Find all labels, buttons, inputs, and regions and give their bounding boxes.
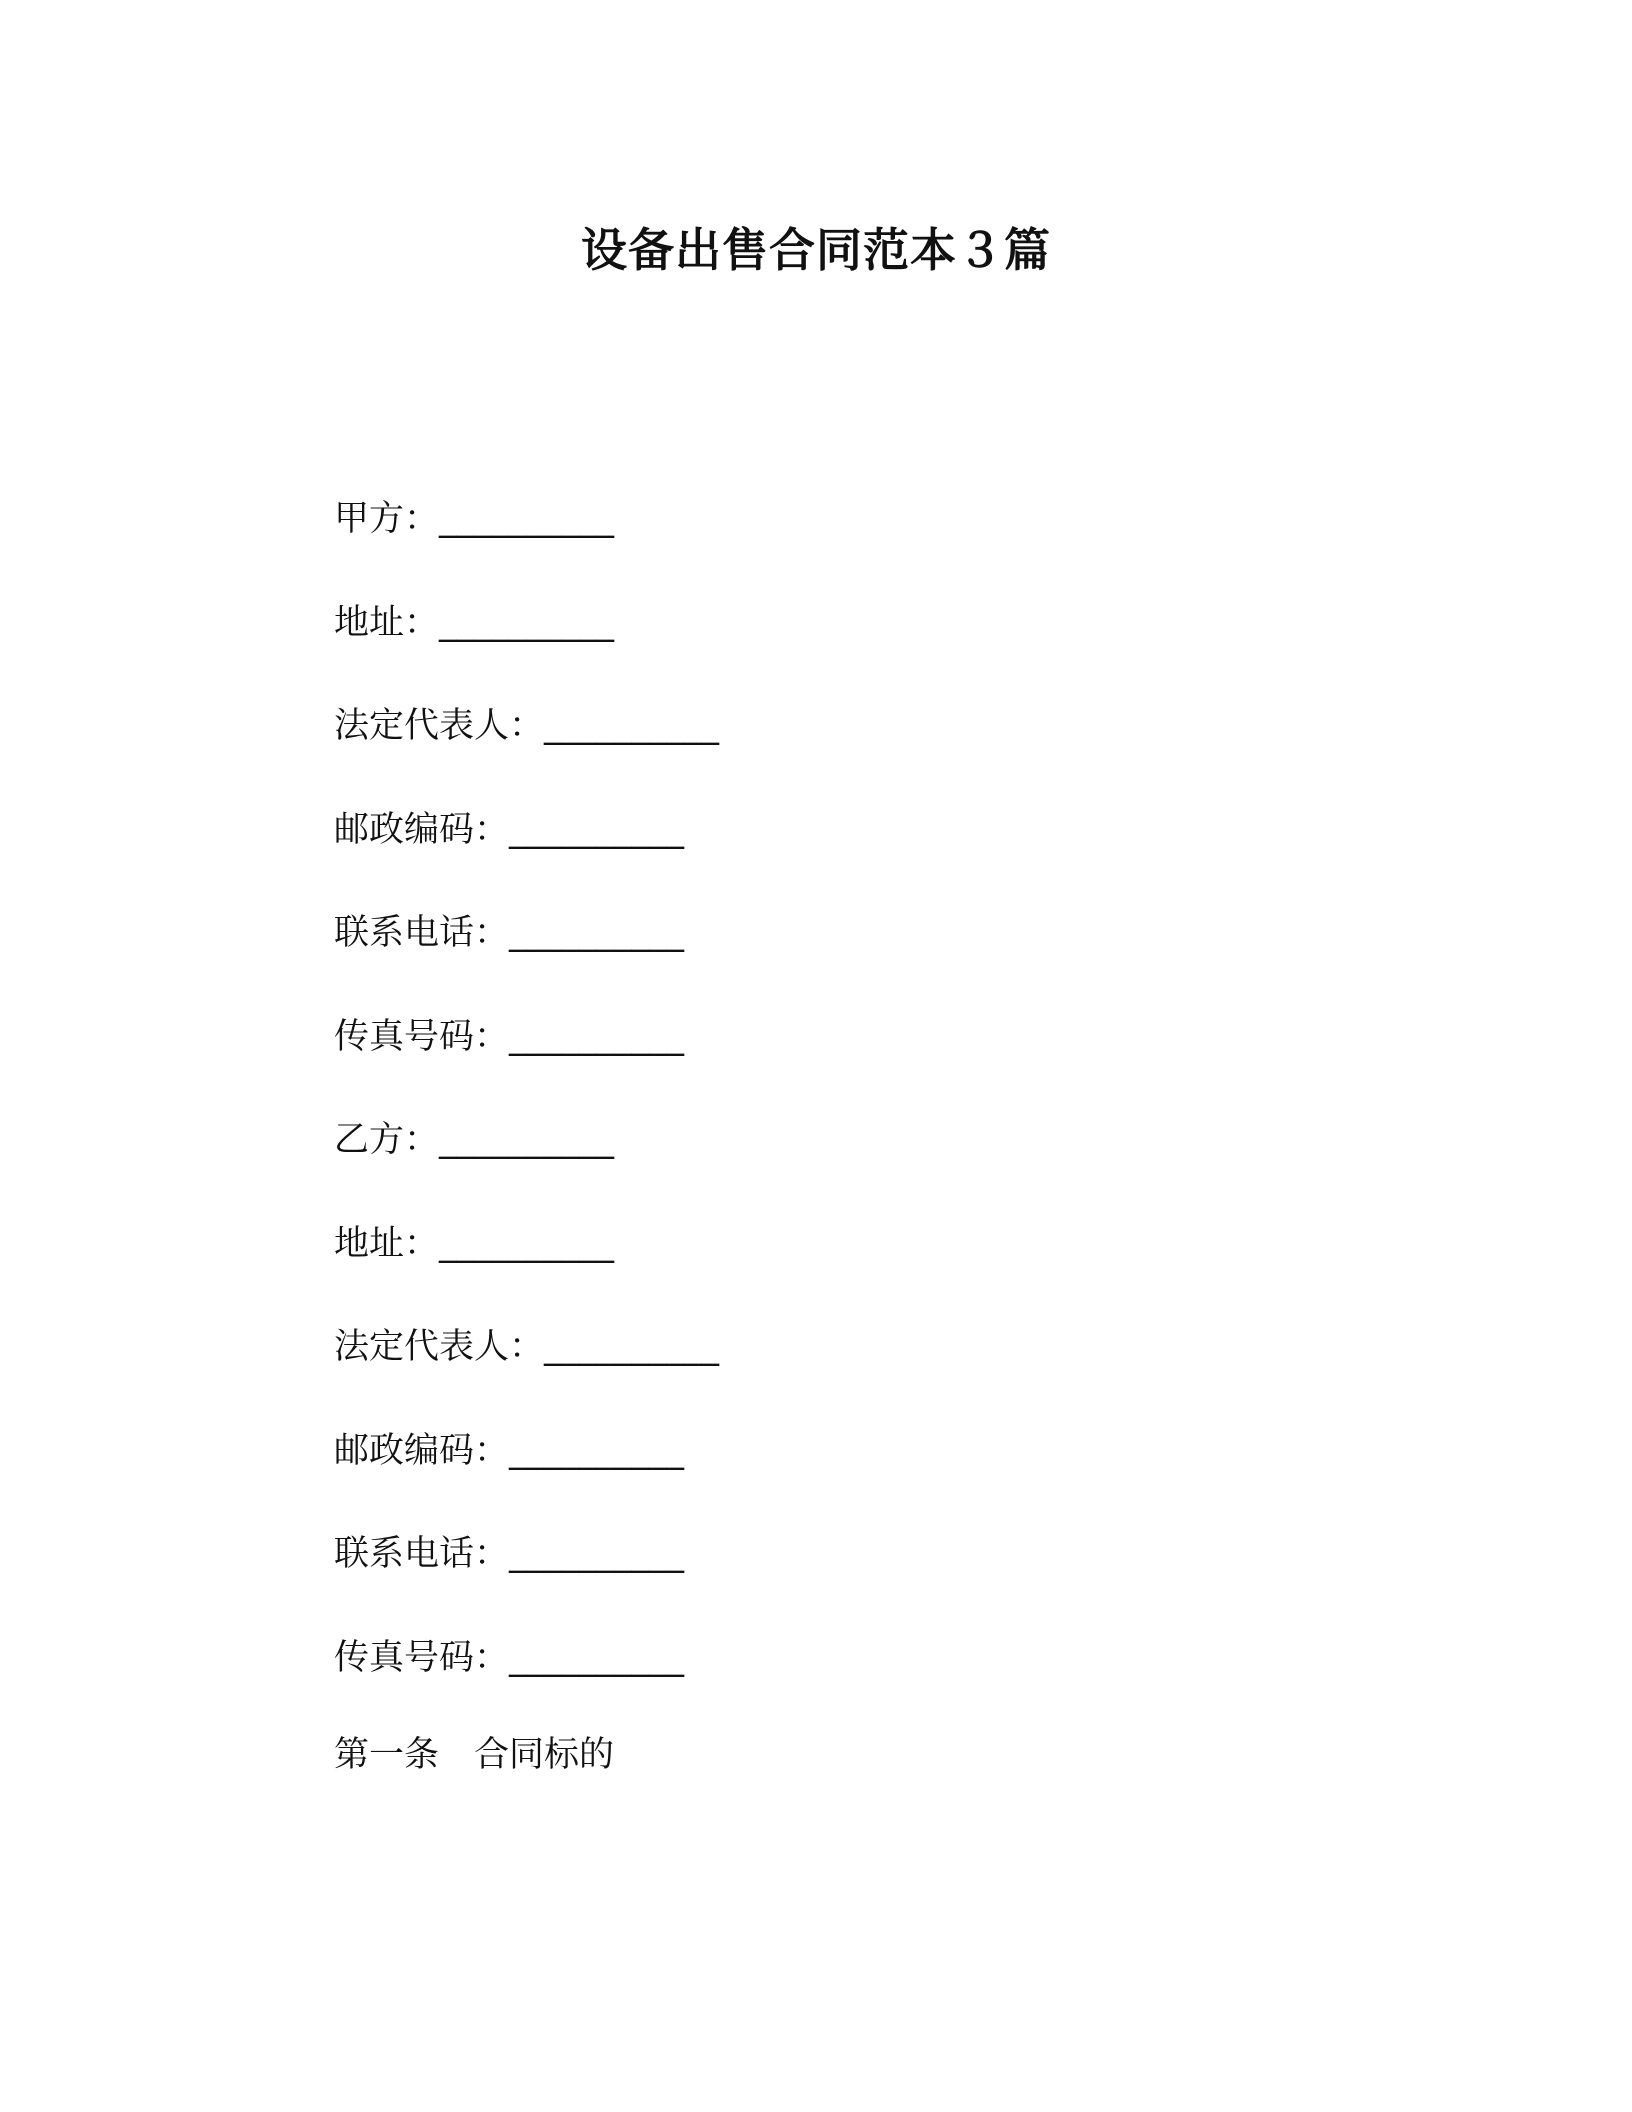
field-label: 邮政编码： [334,809,510,850]
party-info-fields [334,494,1434,1736]
party-b-postcode-line [334,1426,1434,1530]
field-label: 甲方： [334,499,440,539]
fill-in-blank: __________ [509,1430,685,1471]
fill-in-blank: __________ [439,499,615,539]
party-a-name-line [334,494,1434,598]
field-label: 传真号码： [334,1637,510,1678]
field-label: 邮政编码： [334,1430,510,1471]
party-a-legal-rep-line [334,701,1434,805]
party-a-phone-line [334,908,1434,1012]
field-label: 法定代表人： [334,1327,545,1367]
party-b-address-line [334,1219,1434,1323]
document-title: 设备出售合同范本３篇 [581,223,1051,277]
field-label: 地址： [334,1223,440,1264]
fill-in-blank: __________ [509,913,685,953]
party-b-fax-line [334,1633,1434,1737]
section-heading: 第一条 合同标的 [334,1735,615,1775]
field-label: 法定代表人： [334,706,545,746]
party-b-legal-rep-line [334,1322,1434,1426]
fill-in-blank: __________ [439,602,615,643]
fill-in-blank: __________ [509,1534,685,1574]
field-label: 地址： [334,602,440,643]
fill-in-blank: __________ [544,1327,720,1367]
fill-in-blank: __________ [509,1016,685,1057]
fill-in-blank: __________ [544,706,720,746]
fill-in-blank: __________ [509,1637,685,1678]
field-label: 联系电话： [334,913,510,953]
party-a-address-line [334,598,1434,702]
party-a-fax-line [334,1012,1434,1116]
field-label: 乙方： [334,1120,440,1160]
field-label: 传真号码： [334,1016,510,1057]
party-b-phone-line [334,1529,1434,1633]
fill-in-blank: __________ [509,809,685,850]
field-label: 联系电话： [334,1534,510,1574]
fill-in-blank: __________ [439,1223,615,1264]
party-b-name-line [334,1115,1434,1219]
party-a-postcode-line [334,805,1434,909]
fill-in-blank: __________ [439,1120,615,1160]
